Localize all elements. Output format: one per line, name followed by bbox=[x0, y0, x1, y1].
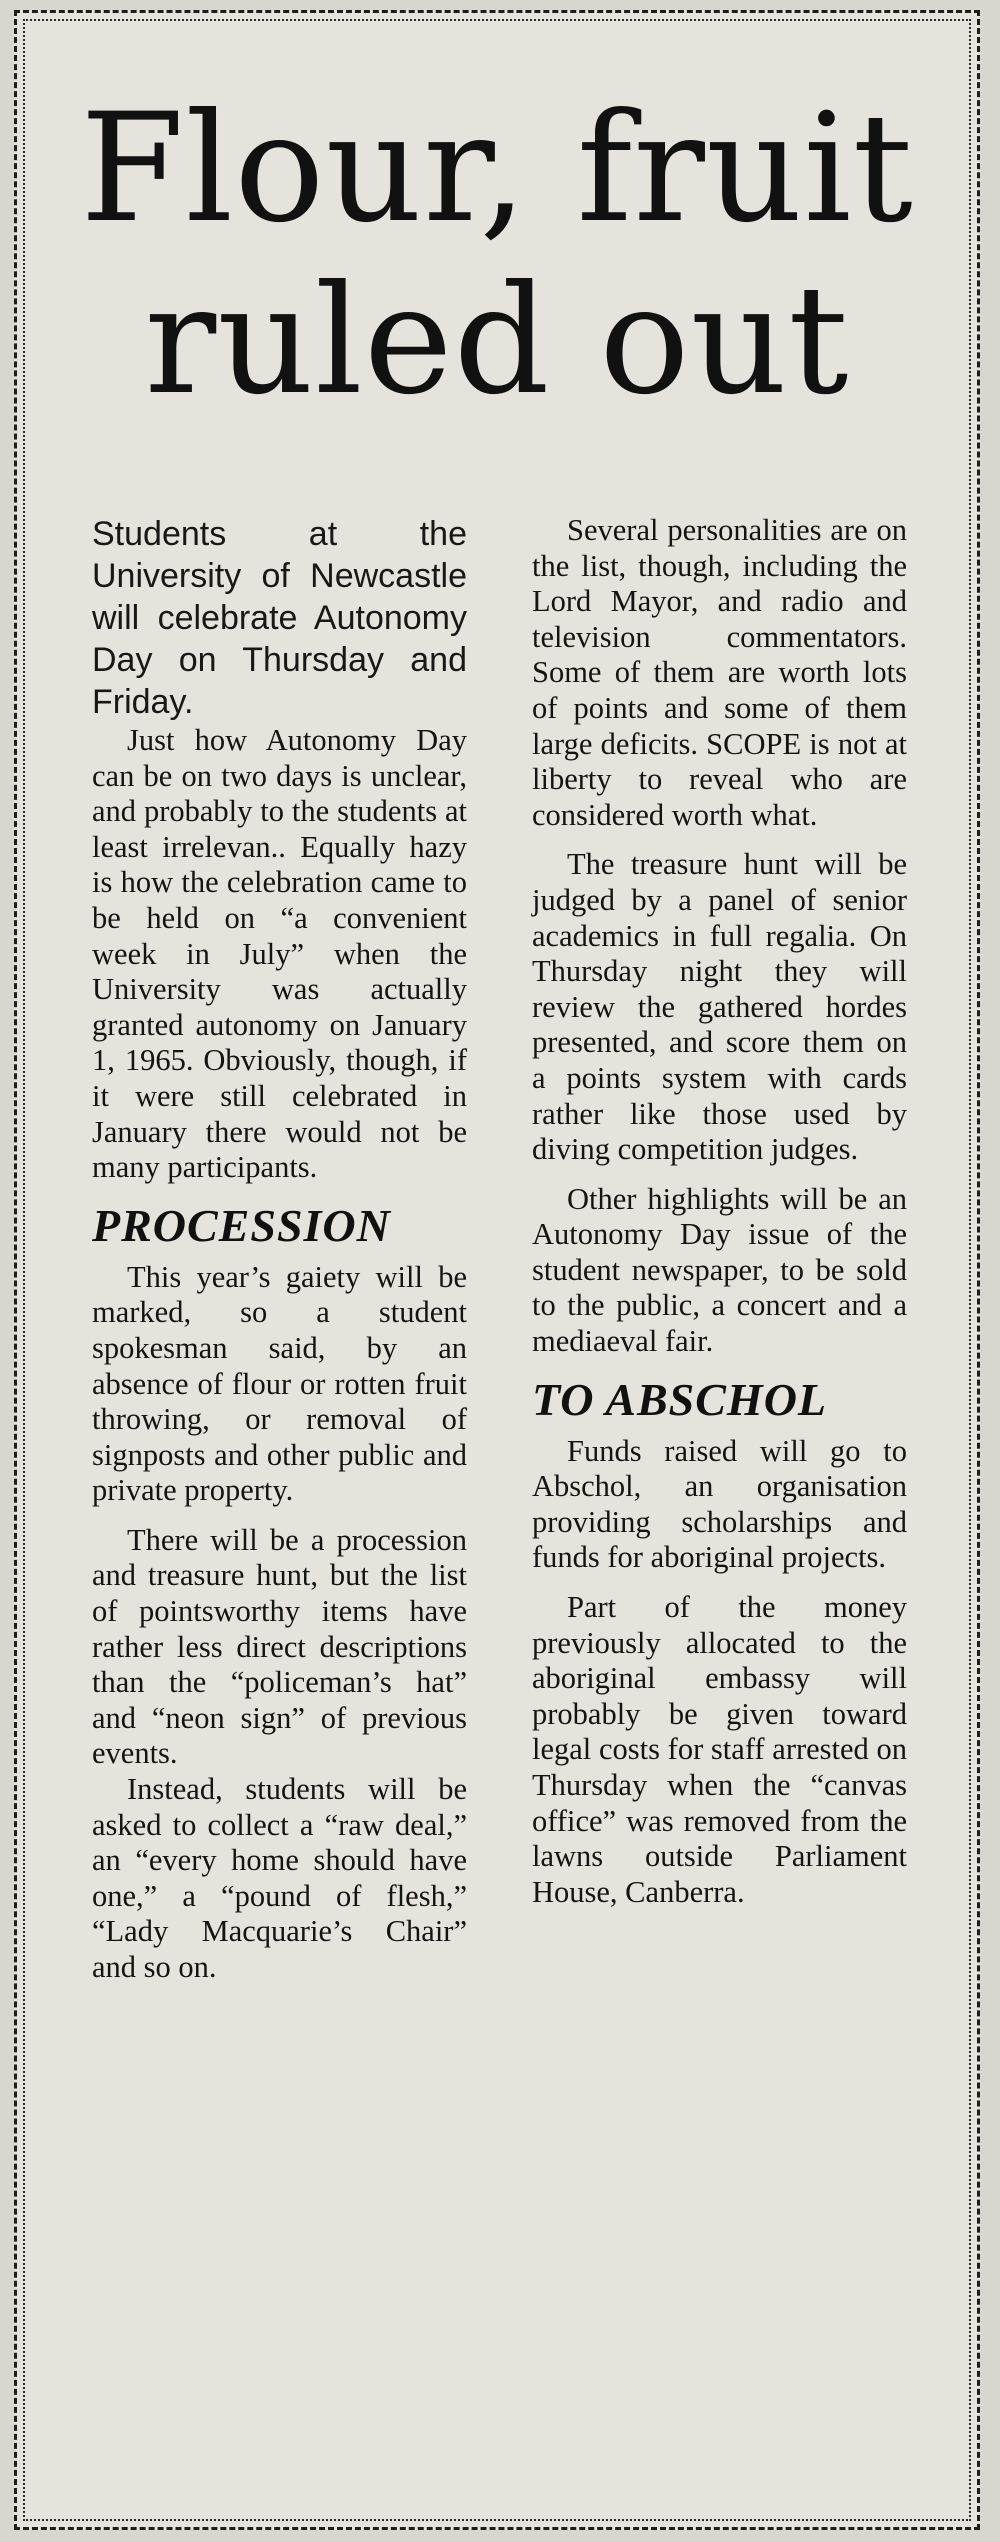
body-paragraph: Funds raised will go to Abschol, an organisation providing scholarships and funds for aboriginal projects. bbox=[532, 1433, 907, 1575]
body-paragraph: There will be a procession and treasure hunt, but the list of pointsworthy items have rather less direct descriptions than the “policeman’s hat” and “neon sign” of previous events. bbox=[92, 1522, 467, 1771]
body-paragraph: Just how Autonomy Day can be on two days is unclear, and probably to the students at least irrelevan.. Equally hazy is how the celebration came to be held on “a convenient week in July” when the University was actually granted autonomy on January 1, 1965. Obviously, though, if it were still celebrated in January there would not be many participants. bbox=[92, 723, 467, 1185]
body-paragraph: Several personalities are on the list, though, including the Lord Mayor, and radio and television commentators. Some of them are worth lots of points and some of them large deficits. SCOPE is not at liberty to reveal who are considered worth what. bbox=[532, 513, 907, 832]
headline-line-1: Flour, fruit bbox=[80, 82, 914, 256]
subhead-procession: PROCESSION bbox=[92, 1199, 391, 1251]
newspaper-clipping bbox=[14, 10, 980, 2530]
right-column bbox=[532, 513, 907, 1910]
lede-paragraph: Students at the University of Newcastle will celebrate Autonomy Day on Thursday and Friday. bbox=[92, 515, 467, 721]
body-paragraph: Other highlights will be an Autonomy Day issue of the student newspaper, to be sold to the public, a concert and a mediaeval fair. bbox=[532, 1181, 907, 1359]
headline bbox=[17, 83, 977, 427]
body-paragraph: This year’s gaiety will be marked, so a student spokesman said, by an absence of flour or rotten fruit throwing, or removal of signposts and other public and private property. bbox=[92, 1259, 467, 1508]
body-paragraph: Part of the money previously allocated to the aboriginal embassy will probably be given toward legal costs for staff arrested on Thursday when the “canvas office” was removed from the lawns outside Parliament House, Canberra. bbox=[532, 1590, 907, 1909]
subhead-to-abschol: TO ABSCHOL bbox=[532, 1373, 828, 1425]
headline-line-2: ruled out bbox=[144, 254, 850, 428]
left-column bbox=[92, 513, 467, 1986]
body-paragraph: The treasure hunt will be judged by a panel of senior academics in full regalia. On Thursday night they will review the gathered hordes presented, and score them on a points system with cards rather like those used by diving competition judges. bbox=[532, 847, 907, 1167]
body-paragraph: Instead, students will be asked to collect a “raw deal,” an “every home should have one,” a “pound of flesh,” “Lady Macquarie’s Chair” and so on. bbox=[92, 1772, 467, 1984]
